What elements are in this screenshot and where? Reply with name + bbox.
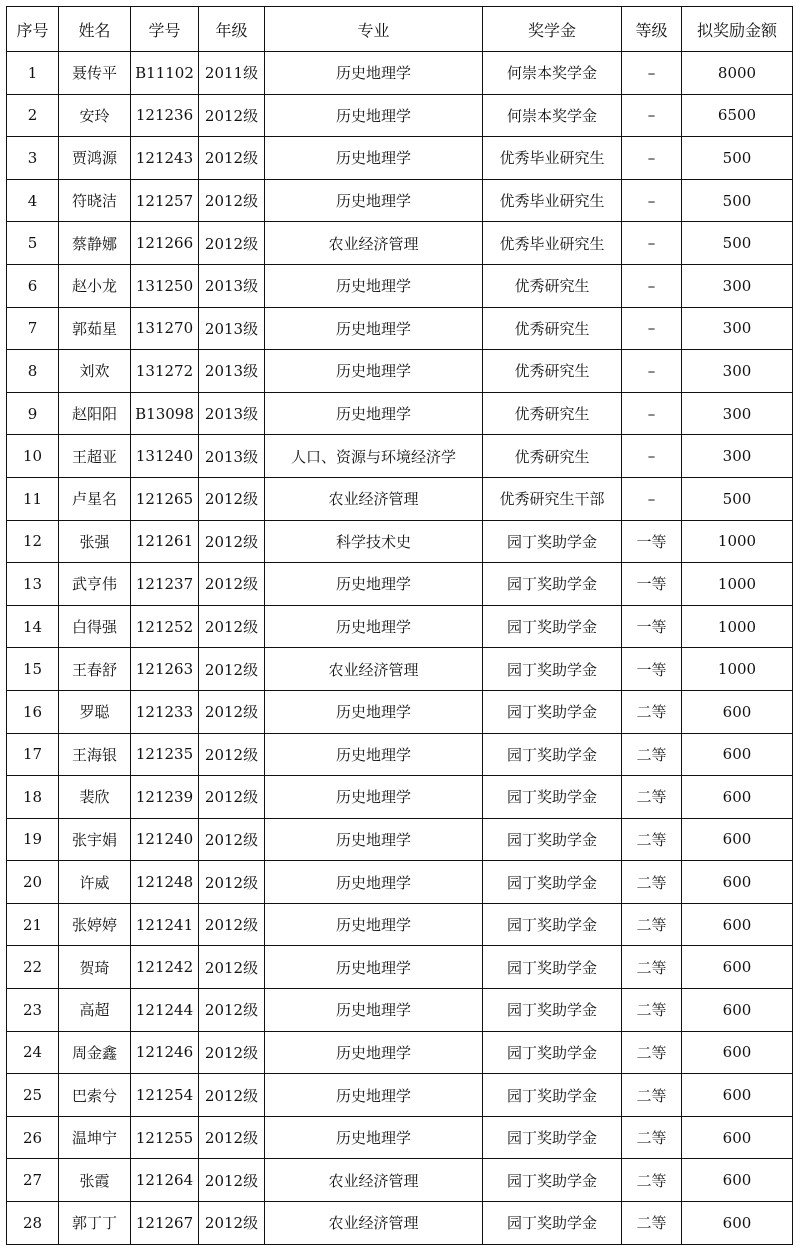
row-index-cell: 27 [7,1159,59,1202]
row-index-cell: 9 [7,392,59,435]
scholarship-cell: 优秀研究生 [483,435,622,478]
grade-cell: 2012级 [199,1202,265,1245]
scholarship-cell: 园丁奖助学金 [483,733,622,776]
major-cell: 历史地理学 [265,94,483,137]
student-name-cell: 符晓洁 [59,179,131,222]
table-row [7,605,793,648]
amount-cell: 600 [682,690,793,733]
scholarship-cell: 优秀毕业研究生 [483,137,622,180]
row-index-cell: 17 [7,733,59,776]
scholarship-cell: 园丁奖助学金 [483,1202,622,1245]
grade-cell: 2012级 [199,903,265,946]
grade-cell: 2012级 [199,563,265,606]
level-cell: 二等 [622,861,682,904]
student-name-cell: 贾鸿源 [59,137,131,180]
level-cell: – [622,392,682,435]
amount-cell: 600 [682,733,793,776]
major-cell: 历史地理学 [265,137,483,180]
scholarship-cell: 优秀研究生 [483,264,622,307]
scholarship-cell: 优秀毕业研究生 [483,222,622,265]
student-id-cell: 121244 [131,989,199,1032]
level-cell: – [622,137,682,180]
row-index-cell: 5 [7,222,59,265]
student-name-cell: 白得强 [59,605,131,648]
student-id-cell: 121265 [131,477,199,520]
student-id-cell: 121236 [131,94,199,137]
major-cell: 历史地理学 [265,605,483,648]
major-cell: 历史地理学 [265,861,483,904]
grade-cell: 2012级 [199,648,265,691]
row-index-cell: 14 [7,605,59,648]
row-index-cell: 25 [7,1074,59,1117]
row-index-cell: 20 [7,861,59,904]
student-name-cell: 郭茹星 [59,307,131,350]
row-index-cell: 23 [7,989,59,1032]
amount-cell: 300 [682,264,793,307]
amount-cell: 500 [682,477,793,520]
table-row [7,1202,793,1245]
amount-cell: 8000 [682,52,793,95]
amount-cell: 1000 [682,648,793,691]
student-id-cell: 121237 [131,563,199,606]
amount-cell: 600 [682,989,793,1032]
student-name-cell: 王海银 [59,733,131,776]
header-amount: 拟奖励金额 [682,7,793,52]
row-index-cell: 18 [7,776,59,819]
row-index-cell: 3 [7,137,59,180]
major-cell: 人口、资源与环境经济学 [265,435,483,478]
student-name-cell: 张宇娟 [59,818,131,861]
grade-cell: 2012级 [199,1074,265,1117]
student-id-cell: 121233 [131,690,199,733]
student-name-cell: 许威 [59,861,131,904]
level-cell: 二等 [622,776,682,819]
table-row [7,903,793,946]
student-id-cell: B13098 [131,392,199,435]
student-id-cell: 131270 [131,307,199,350]
header-index: 序号 [7,7,59,52]
student-id-cell: 131250 [131,264,199,307]
level-cell: – [622,350,682,393]
header-grade: 年级 [199,7,265,52]
major-cell: 农业经济管理 [265,477,483,520]
amount-cell: 600 [682,946,793,989]
amount-cell: 300 [682,435,793,478]
row-index-cell: 28 [7,1202,59,1245]
amount-cell: 600 [682,818,793,861]
major-cell: 农业经济管理 [265,1202,483,1245]
table-row [7,307,793,350]
student-id-cell: 121254 [131,1074,199,1117]
grade-cell: 2012级 [199,222,265,265]
amount-cell: 300 [682,392,793,435]
table-row [7,1074,793,1117]
student-name-cell: 武亨伟 [59,563,131,606]
student-name-cell: 贺琦 [59,946,131,989]
level-cell: – [622,264,682,307]
table-row [7,435,793,478]
header-student-id: 学号 [131,7,199,52]
row-index-cell: 8 [7,350,59,393]
major-cell: 历史地理学 [265,818,483,861]
table-row [7,94,793,137]
table-row [7,520,793,563]
level-cell: 二等 [622,1031,682,1074]
amount-cell: 600 [682,1116,793,1159]
scholarship-cell: 园丁奖助学金 [483,776,622,819]
student-id-cell: 121252 [131,605,199,648]
student-name-cell: 温坤宁 [59,1116,131,1159]
grade-cell: 2012级 [199,989,265,1032]
table-row [7,52,793,95]
major-cell: 历史地理学 [265,264,483,307]
header-scholarship: 奖学金 [483,7,622,52]
major-cell: 历史地理学 [265,776,483,819]
grade-cell: 2013级 [199,264,265,307]
row-index-cell: 13 [7,563,59,606]
grade-cell: 2012级 [199,1031,265,1074]
level-cell: – [622,222,682,265]
amount-cell: 600 [682,903,793,946]
student-id-cell: 121240 [131,818,199,861]
grade-cell: 2012级 [199,946,265,989]
level-cell: – [622,307,682,350]
scholarship-cell: 园丁奖助学金 [483,946,622,989]
amount-cell: 1000 [682,520,793,563]
header-level: 等级 [622,7,682,52]
student-name-cell: 郭丁丁 [59,1202,131,1245]
major-cell: 历史地理学 [265,563,483,606]
grade-cell: 2011级 [199,52,265,95]
amount-cell: 300 [682,307,793,350]
table-row [7,1116,793,1159]
amount-cell: 1000 [682,563,793,606]
student-name-cell: 高超 [59,989,131,1032]
grade-cell: 2012级 [199,137,265,180]
student-name-cell: 张婷婷 [59,903,131,946]
major-cell: 农业经济管理 [265,648,483,691]
major-cell: 历史地理学 [265,179,483,222]
student-id-cell: 121255 [131,1116,199,1159]
row-index-cell: 7 [7,307,59,350]
row-index-cell: 11 [7,477,59,520]
student-name-cell: 张强 [59,520,131,563]
major-cell: 历史地理学 [265,733,483,776]
table-body [7,52,793,1245]
level-cell: – [622,477,682,520]
grade-cell: 2012级 [199,477,265,520]
major-cell: 历史地理学 [265,1116,483,1159]
major-cell: 历史地理学 [265,392,483,435]
row-index-cell: 22 [7,946,59,989]
table-row [7,818,793,861]
scholarship-cell: 园丁奖助学金 [483,1031,622,1074]
table-row [7,137,793,180]
row-index-cell: 24 [7,1031,59,1074]
student-name-cell: 巴索兮 [59,1074,131,1117]
scholarship-cell: 园丁奖助学金 [483,1074,622,1117]
student-id-cell: 131272 [131,350,199,393]
grade-cell: 2012级 [199,733,265,776]
row-index-cell: 15 [7,648,59,691]
scholarship-cell: 园丁奖助学金 [483,989,622,1032]
amount-cell: 600 [682,861,793,904]
table-row [7,1031,793,1074]
table-row [7,946,793,989]
student-id-cell: 121261 [131,520,199,563]
table-row [7,776,793,819]
grade-cell: 2012级 [199,1116,265,1159]
row-index-cell: 4 [7,179,59,222]
table-row [7,222,793,265]
student-id-cell: 121257 [131,179,199,222]
scholarship-cell: 优秀毕业研究生 [483,179,622,222]
major-cell: 农业经济管理 [265,1159,483,1202]
level-cell: 一等 [622,520,682,563]
table-header [7,7,793,52]
scholarship-cell: 优秀研究生 [483,307,622,350]
row-index-cell: 19 [7,818,59,861]
student-name-cell: 周金鑫 [59,1031,131,1074]
major-cell: 科学技术史 [265,520,483,563]
level-cell: 二等 [622,1159,682,1202]
level-cell: 二等 [622,1074,682,1117]
grade-cell: 2013级 [199,350,265,393]
amount-cell: 300 [682,350,793,393]
student-id-cell: 121243 [131,137,199,180]
table-row [7,392,793,435]
grade-cell: 2012级 [199,776,265,819]
table-row [7,264,793,307]
scholarship-cell: 园丁奖助学金 [483,903,622,946]
table-row [7,1159,793,1202]
grade-cell: 2013级 [199,435,265,478]
scholarship-cell: 园丁奖助学金 [483,520,622,563]
header-name: 姓名 [59,7,131,52]
table-row [7,989,793,1032]
level-cell: 一等 [622,605,682,648]
student-id-cell: 121266 [131,222,199,265]
grade-cell: 2012级 [199,605,265,648]
header-major: 专业 [265,7,483,52]
scholarship-cell: 园丁奖助学金 [483,605,622,648]
scholarship-cell: 优秀研究生干部 [483,477,622,520]
student-id-cell: B11102 [131,52,199,95]
scholarship-cell: 园丁奖助学金 [483,563,622,606]
student-id-cell: 121263 [131,648,199,691]
grade-cell: 2012级 [199,818,265,861]
grade-cell: 2012级 [199,1159,265,1202]
student-name-cell: 刘欢 [59,350,131,393]
student-id-cell: 121267 [131,1202,199,1245]
student-id-cell: 121248 [131,861,199,904]
level-cell: – [622,179,682,222]
level-cell: – [622,435,682,478]
major-cell: 历史地理学 [265,307,483,350]
level-cell: – [622,52,682,95]
level-cell: 二等 [622,946,682,989]
major-cell: 历史地理学 [265,903,483,946]
amount-cell: 6500 [682,94,793,137]
scholarship-cell: 园丁奖助学金 [483,1116,622,1159]
table-row [7,350,793,393]
student-id-cell: 121239 [131,776,199,819]
scholarship-cell: 园丁奖助学金 [483,690,622,733]
student-name-cell: 裴欣 [59,776,131,819]
student-name-cell: 王超亚 [59,435,131,478]
row-index-cell: 16 [7,690,59,733]
row-index-cell: 2 [7,94,59,137]
student-name-cell: 赵小龙 [59,264,131,307]
table-row [7,861,793,904]
student-id-cell: 121264 [131,1159,199,1202]
row-index-cell: 6 [7,264,59,307]
level-cell: 二等 [622,818,682,861]
table-row [7,648,793,691]
student-name-cell: 张霞 [59,1159,131,1202]
table-row [7,179,793,222]
amount-cell: 600 [682,1159,793,1202]
scholarship-cell: 园丁奖助学金 [483,861,622,904]
amount-cell: 600 [682,1074,793,1117]
grade-cell: 2013级 [199,307,265,350]
major-cell: 历史地理学 [265,1074,483,1117]
row-index-cell: 26 [7,1116,59,1159]
amount-cell: 500 [682,137,793,180]
student-id-cell: 131240 [131,435,199,478]
scholarship-cell: 优秀研究生 [483,350,622,393]
student-name-cell: 罗聪 [59,690,131,733]
level-cell: – [622,94,682,137]
grade-cell: 2012级 [199,94,265,137]
level-cell: 二等 [622,903,682,946]
amount-cell: 1000 [682,605,793,648]
major-cell: 历史地理学 [265,946,483,989]
table-row [7,477,793,520]
grade-cell: 2012级 [199,520,265,563]
grade-cell: 2012级 [199,690,265,733]
level-cell: 二等 [622,733,682,776]
student-name-cell: 聂传平 [59,52,131,95]
student-id-cell: 121242 [131,946,199,989]
scholarship-cell: 何崇本奖学金 [483,52,622,95]
grade-cell: 2013级 [199,392,265,435]
student-name-cell: 卢星名 [59,477,131,520]
row-index-cell: 10 [7,435,59,478]
student-name-cell: 赵阳阳 [59,392,131,435]
student-name-cell: 蔡静娜 [59,222,131,265]
major-cell: 历史地理学 [265,989,483,1032]
header-row [7,7,793,52]
row-index-cell: 12 [7,520,59,563]
level-cell: 二等 [622,989,682,1032]
row-index-cell: 21 [7,903,59,946]
amount-cell: 600 [682,1202,793,1245]
grade-cell: 2012级 [199,861,265,904]
student-name-cell: 王春舒 [59,648,131,691]
amount-cell: 600 [682,1031,793,1074]
row-index-cell: 1 [7,52,59,95]
level-cell: 一等 [622,563,682,606]
student-id-cell: 121235 [131,733,199,776]
major-cell: 历史地理学 [265,1031,483,1074]
scholarship-cell: 园丁奖助学金 [483,648,622,691]
scholarship-cell: 何崇本奖学金 [483,94,622,137]
table-row [7,733,793,776]
scholarship-table [6,6,793,1245]
amount-cell: 500 [682,179,793,222]
student-id-cell: 121246 [131,1031,199,1074]
student-name-cell: 安玲 [59,94,131,137]
scholarship-cell: 园丁奖助学金 [483,818,622,861]
grade-cell: 2012级 [199,179,265,222]
major-cell: 历史地理学 [265,350,483,393]
scholarship-cell: 优秀研究生 [483,392,622,435]
major-cell: 历史地理学 [265,52,483,95]
level-cell: 二等 [622,1116,682,1159]
table-row [7,690,793,733]
student-id-cell: 121241 [131,903,199,946]
major-cell: 农业经济管理 [265,222,483,265]
level-cell: 二等 [622,690,682,733]
amount-cell: 600 [682,776,793,819]
level-cell: 一等 [622,648,682,691]
amount-cell: 500 [682,222,793,265]
scholarship-cell: 园丁奖助学金 [483,1159,622,1202]
major-cell: 历史地理学 [265,690,483,733]
table-row [7,563,793,606]
level-cell: 二等 [622,1202,682,1245]
